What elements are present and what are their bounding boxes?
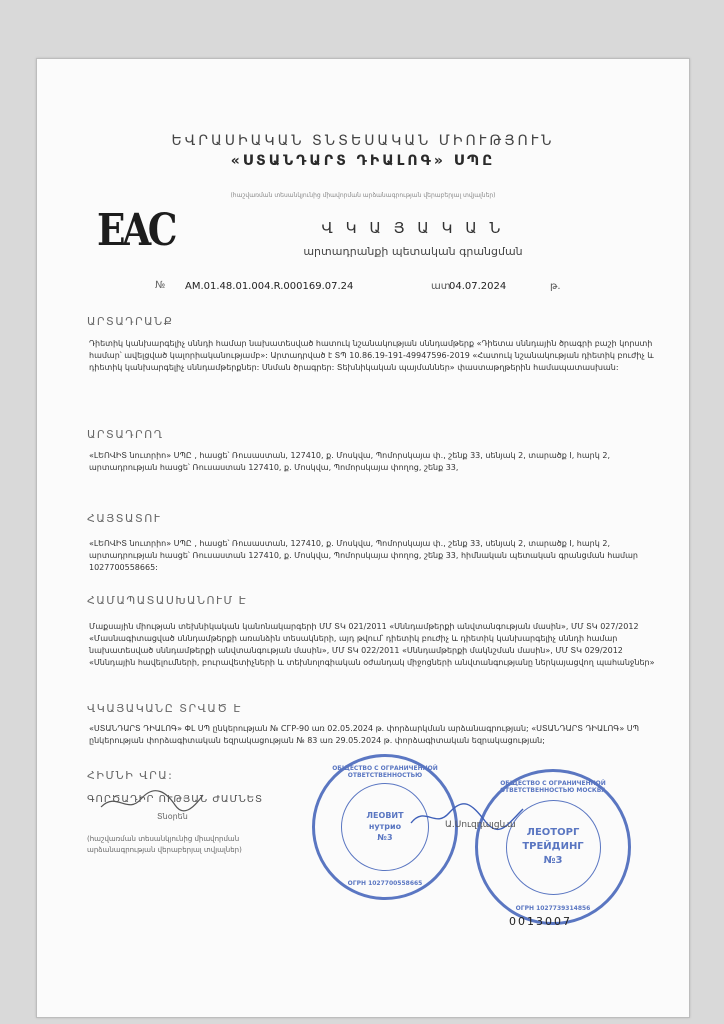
section-heading-conformity: ՀԱՄԱՊԱՏԱՍԽԱՆՈՒՄ Է <box>87 594 248 607</box>
right-organization-stamp <box>475 769 631 925</box>
number-sign: № <box>155 280 166 291</box>
date-suffix: թ. <box>550 281 561 292</box>
document-subtitle: արտադրանքի պետական գրանցման <box>303 245 523 258</box>
eac-logo: EAC <box>97 205 175 256</box>
left-stamp-line2: нутрио <box>368 822 402 832</box>
left-stamp-bottom-text: ОГРН 1027700558665 <box>347 880 423 887</box>
signature-name: Ա.Սուզդալցևա <box>445 820 516 830</box>
right-stamp-line2: ТРЕЙДИНГ <box>522 841 584 852</box>
section-heading-product: ԱՐՏԱԴՐԱՆՔ <box>87 315 174 328</box>
organization-address-note: (հաշվառման տեսանկյունից միավորման արձանագրության վերաբերյալ տվյալներ) <box>230 192 496 199</box>
serial-number: 0013007 <box>509 915 572 928</box>
certificate-date: 04.07.2024 <box>449 281 507 292</box>
signature-role: Տնօրեն <box>157 812 188 821</box>
section-text-issued: «ՍՏԱՆԴԱՐՏ ԴԻԱԼՈԳ» ՓԼ ՍՊ ընկերության № СГР-90 առ 02.05.2024 թ. փորձարկման արձանագրության; «ՍՏԱՆԴԱՐՏ ԴԻԱԼՈԳ» ՍՊ ընկերության փորձագիտական եզրակացության № 83 առ 29.05.2024 թ. փորձագիտական եզրակացության; <box>89 724 640 745</box>
right-stamp-line3: №3 <box>543 855 563 866</box>
section-text-applicant: «ԼԵՈՎԻՏ նուտրիո» ՍՊԸ , հասցե՝ Ռուսաստան, 127410, ք. Մոսկվա, Պոմորսկայա փ., շենք 33, սենյակ 2, տարածք I, հարկ 2, արտադրության հասցե՝ Ռուսաստան 127410, ք. Մոսկվա, Պոմորսկայա փողոց, շենք 33, հիմնական պետական գրանցման համար 1027700558665: <box>89 539 638 572</box>
right-stamp-ring-text: ОБЩЕСТВО С ОГРАНИЧЕННОЙ ОТВЕТСТВЕННОСТЬЮ МОСКВА <box>499 780 607 794</box>
certificate-number: AM.01.48.01.004.R.000169.07.24 <box>185 281 354 292</box>
left-stamp-line3: №3 <box>377 833 393 843</box>
document-title: Վ Կ Ա Յ Ա Կ Ա Ն <box>321 219 505 237</box>
signature-organization: ԳՈՐԾԱԴԻՐ ՈՒԹՅԱՆ ԺԱՄՆԵՏ <box>87 794 264 805</box>
section-heading-issued: ՎԿԱՅԱԿԱՆԸ ՏՐՎԱԾ Է <box>87 702 242 715</box>
organization-line1: ԵՎՐԱՍԻԱԿԱՆ ՏՆՏԵՍԱԿԱՆ ՄԻՈՒԹՅՈՒՆ <box>171 133 555 149</box>
date-prefix: ատ <box>431 281 451 292</box>
left-organization-stamp <box>312 754 458 900</box>
section-text-product: Դիետիկ կանխարգելիչ սննդի համար նախատեսված հատուկ նշանակության սննդամթերք «Դիետա սննդային ծրագրի բաշի կորստի համար՝ ավելցված կալորիականությամբ»: Արտադրված է ՏՊ 10.86.19-191-49947596-2019 «Հատուկ նշանակության դիետիկ բուժիչ և դիետիկ կանխարգելիչ սննդամթերքներ: Սնման ծրագրեր: Տեխնիկական պայմաններ» փաստաթղթերին համապատասխան: <box>89 339 654 372</box>
signature-note: (հաշվառման տեսանկյունից միավորման արձանագրության վերաբերյալ տվյալներ) <box>87 835 242 854</box>
signature-heading: ՀԻՄՆԻ ՎՐԱ: <box>87 769 174 782</box>
left-stamp-line1: ЛЕОВИТ <box>366 811 404 821</box>
right-stamp-bottom-text: ОГРН 1027739314856 <box>515 905 591 912</box>
signature-scribble-left <box>97 787 207 817</box>
section-heading-applicant: ՀԱՅՏԱՏՈՒ <box>87 512 162 525</box>
section-text-manufacturer: «ԼԵՈՎԻՏ նուտրիո» ՍՊԸ , հասցե՝ Ռուսաստան, 127410, ք. Մոսկվա, Պոմորսկայա փ., շենք 33, սենյակ 2, տարածք I, հարկ 2, արտադրության հասցե՝ Ռուսաստան 127410, ք. Մոսկվա, Պոմորսկայա փողոց, շենք 33, <box>89 451 610 472</box>
organization-name: «ՍՏԱՆԴԱՐՏ ԴԻԱԼՈԳ» ՍՊԸ <box>230 153 496 169</box>
section-text-conformity: Մաքսային միության տեխնիկական կանոնակարգերի ՄՄ ՏԿ 021/2011 «Սննդամթերքի անվտանգության մասին», ՄՄ ՏԿ 027/2012 «Մասնագիտացված սննդամթերքի առանձին տեսակների, այդ թվում՝ դիետիկ բուժիչ և դիետիկ կանխարգելիչ սննդի համար նախատեսված սննդամթերքի անվտանգության մասին», ՄՄ ՏԿ 022/2011 «Սննդամթերքի մակնշման մասին», ՄՄ ՏԿ 029/2012 «Սննդային հավելումների, բուրավետիչների և տեխնոլոգիական օժանդակ միջոցների անվտանգությանը ներկայացվող պահանջներ» <box>89 622 655 667</box>
left-stamp-ring-text: ОБЩЕСТВО С ОГРАНИЧЕННОЙ ОТВЕТСТВЕННОСТЬЮ <box>332 765 438 779</box>
section-heading-manufacturer: ԱՐՏԱԴՐՈՂ <box>87 428 164 441</box>
certificate-sheet <box>36 58 690 1018</box>
right-stamp-line1: ЛЕОТОРГ <box>526 827 580 838</box>
